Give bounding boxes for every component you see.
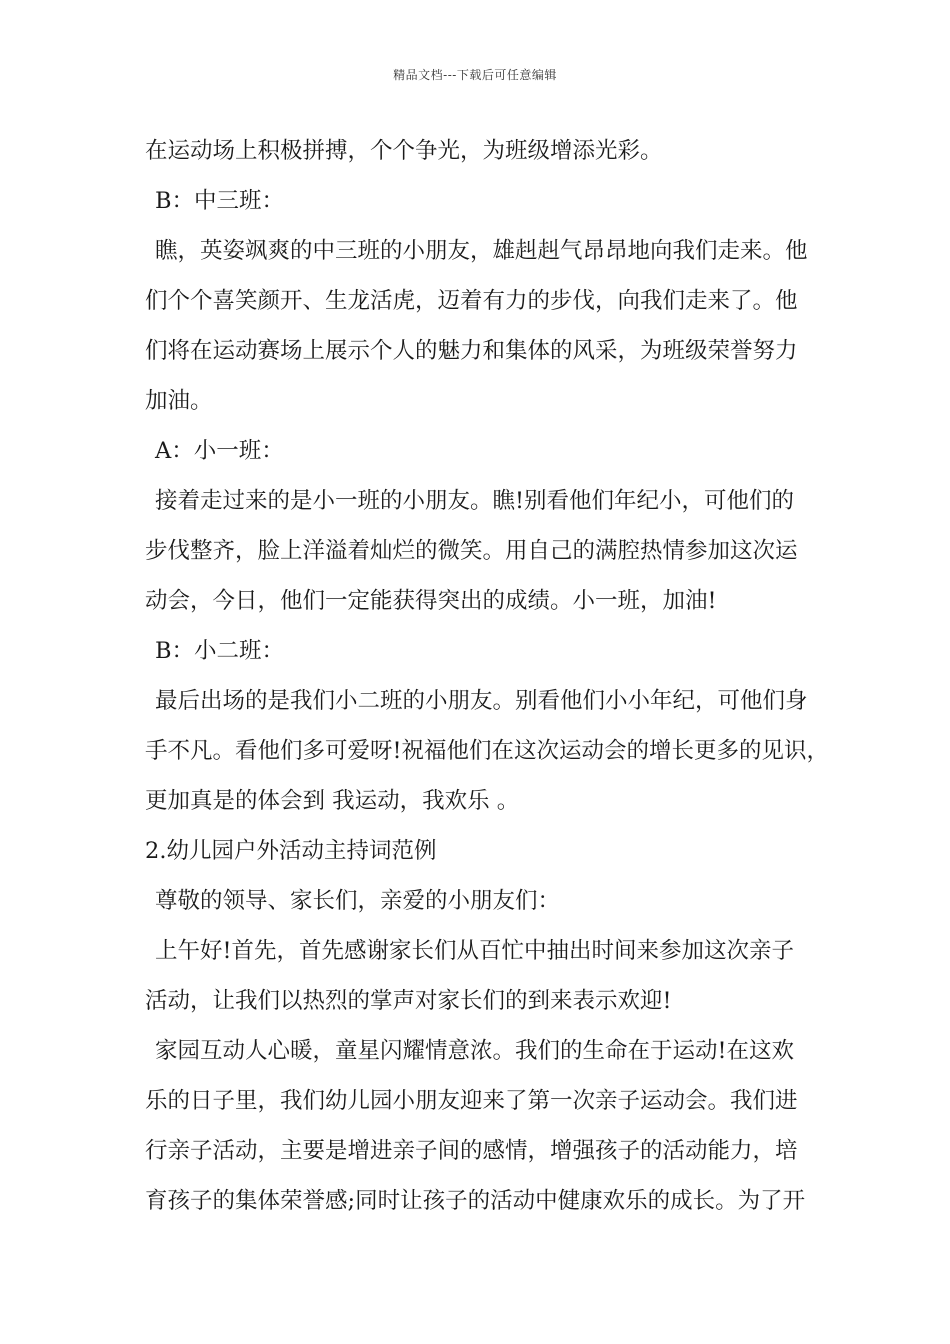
speaker-line: A：小一班： <box>155 438 284 464</box>
paragraph-line: 接着走过来的是小一班的小朋友。瞧!别看他们年纪小，可他们的 <box>155 488 795 514</box>
paragraph-line: 上午好!首先，首先感谢家长们从百忙中抽出时间来参加这次亲子 <box>155 938 795 964</box>
paragraph-line: 更加真是的体会到 我运动，我欢乐 。 <box>145 788 520 814</box>
paragraph-line: 们将在运动赛场上展示个人的魅力和集体的风采，为班级荣誉努力 <box>145 338 798 364</box>
section-heading: 2.幼儿园户外活动主持词范例 <box>145 838 437 864</box>
speaker-line: B：小二班： <box>155 638 285 664</box>
paragraph-line: 育孩子的集体荣誉感;同时让孩子的活动中健康欢乐的成长。为了开 <box>145 1188 806 1214</box>
paragraph-line: 尊敬的领导、家长们，亲爱的小朋友们： <box>155 888 561 914</box>
paragraph-line: 活动，让我们以热烈的掌声对家长们的到来表示欢迎! <box>145 988 672 1014</box>
paragraph-line: 在运动场上积极拼搏，个个争光，为班级增添光彩。 <box>145 138 663 164</box>
paragraph-line: 步伐整齐，脸上洋溢着灿烂的微笑。用自己的满腔热情参加这次运 <box>145 538 798 564</box>
paragraph-line: 最后出场的是我们小二班的小朋友。别看他们小小年纪，可他们身 <box>155 688 808 714</box>
paragraph-line: 乐的日子里，我们幼儿园小朋友迎来了第一次亲子运动会。我们进 <box>145 1088 798 1114</box>
paragraph-line: 加油。 <box>145 388 213 414</box>
paragraph-line: 们个个喜笑颜开、生龙活虎，迈着有力的步伐，向我们走来了。他 <box>145 288 798 314</box>
speaker-line: B：中三班： <box>155 188 285 214</box>
paragraph-line: 手不凡。看他们多可爱呀!祝福他们在这次运动会的增长更多的见识， <box>145 738 830 764</box>
page-header: 精品文档---下载后可任意编辑 <box>393 68 557 82</box>
paragraph-line: 家园互动人心暖，童星闪耀情意浓。我们的生命在于运动!在这欢 <box>155 1038 795 1064</box>
paragraph-line: 瞧，英姿飒爽的中三班的小朋友，雄赳赳气昂昂地向我们走来。他 <box>155 238 808 264</box>
document-body <box>145 126 830 1226</box>
paragraph-line: 行亲子活动，主要是增进亲子间的感情，增强孩子的活动能力，培 <box>145 1138 798 1164</box>
paragraph-line: 动会，今日，他们一定能获得突出的成绩。小一班，加油! <box>145 588 717 614</box>
